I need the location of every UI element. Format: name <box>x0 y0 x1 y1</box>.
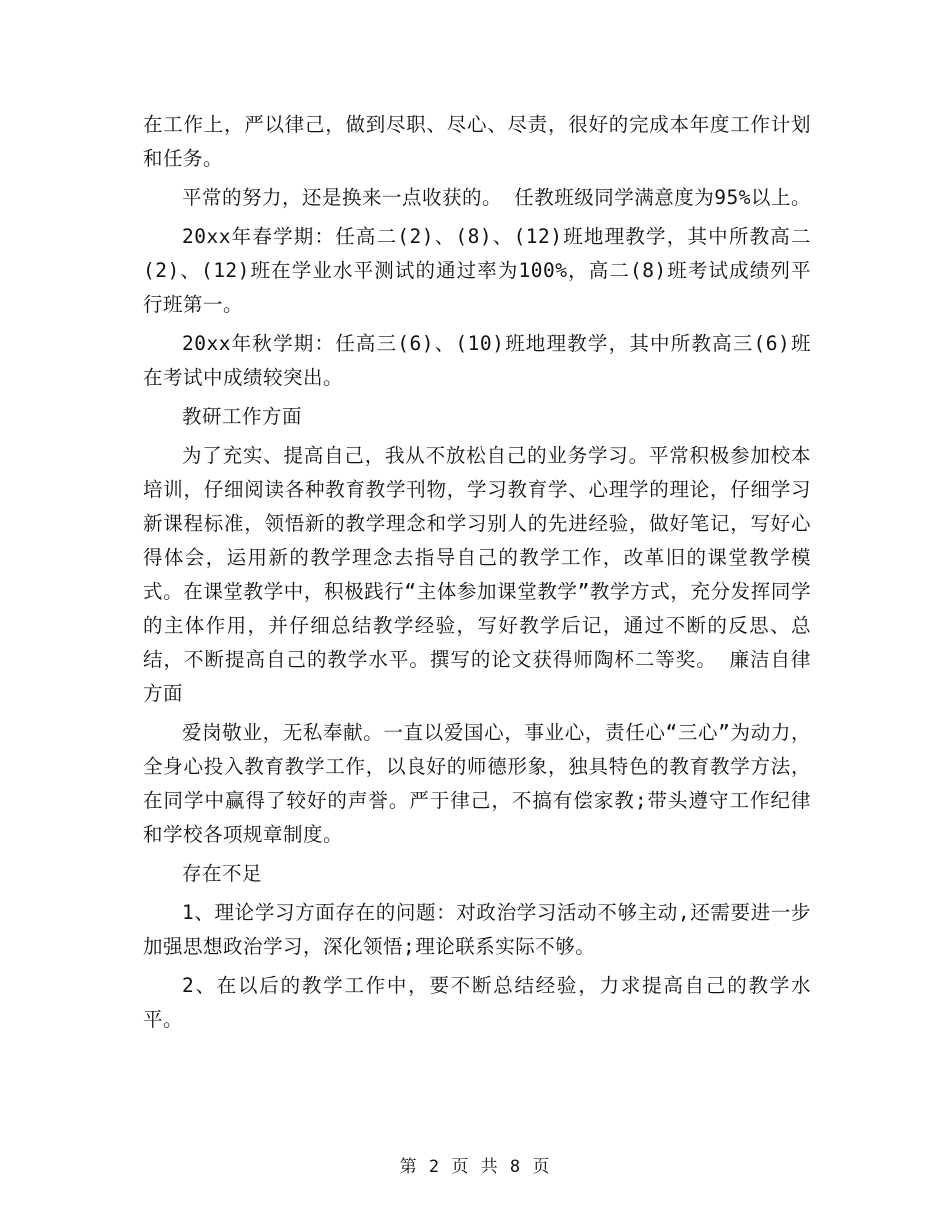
paragraph-10: 2、在以后的教学工作中，要不断总结经验，力求提高自己的教学水平。 <box>143 974 811 1031</box>
paragraph-7: 爱岗敬业，无私奉献。一直以爱国心，事业心，责任心“三心”为动力，全身心投入教育教学工作，以良好的师德形象，独具特色的教育教学方法，在同学中赢得了较好的声誉。严于律己，不搞有偿家教;带头遵守工作纪律和学校各项规章制度。 <box>143 721 811 846</box>
paragraph-3: 20xx年春学期：任高二(2)、(8)、(12)班地理教学，其中所教高二(2)、(12)班在学业水平测试的通过率为100%，高二(8)班考试成绩列平行班第一。 <box>143 225 811 316</box>
section-heading-shortcomings: 存在不足 <box>182 862 263 885</box>
paragraph-9: 1、理论学习方面存在的问题：对政治学习活动不够主动,还需要进一步加强思想政治学习，深化领悟;理论联系实际不够。 <box>143 901 811 958</box>
paragraph-6: 为了充实、提高自己，我从不放松自己的业务学习。平常积极参加校本培训，仔细阅读各种教育教学刊物，学习教育学、心理学的理论，仔细学习新课程标准，领悟新的教学理念和学习别人的先进经验，做好笔记，写好心得体会，运用新的教学理念去指导自己的教学工作，改革旧的课堂教学模式。在课堂教学中，积极践行“主体参加课堂教学”教学方式，充分发挥同学的主体作用，并仔细总结教学经验，写好教学后记，通过不断的反思、总结，不断提高自己的教学水平。撰写的论文获得师陶杯二等奖。 廉洁自律方面 <box>143 444 811 705</box>
section-heading-research: 教研工作方面 <box>182 405 303 428</box>
paragraph-1: 在工作上，严以律己，做到尽职、尽心、尽责，很好的完成本年度工作计划和任务。 <box>143 113 811 170</box>
paragraph-2: 平常的努力，还是换来一点收获的。 任教班级同学满意度为95%以上。 <box>182 186 811 209</box>
page-number-footer: 第 2 页 共 8 页 <box>399 1157 551 1177</box>
paragraph-4: 20xx年秋学期：任高三(6)、(10)班地理教学，其中所教高三(6)班在考试中成绩较突出。 <box>143 332 811 389</box>
document-body <box>143 108 811 1042</box>
